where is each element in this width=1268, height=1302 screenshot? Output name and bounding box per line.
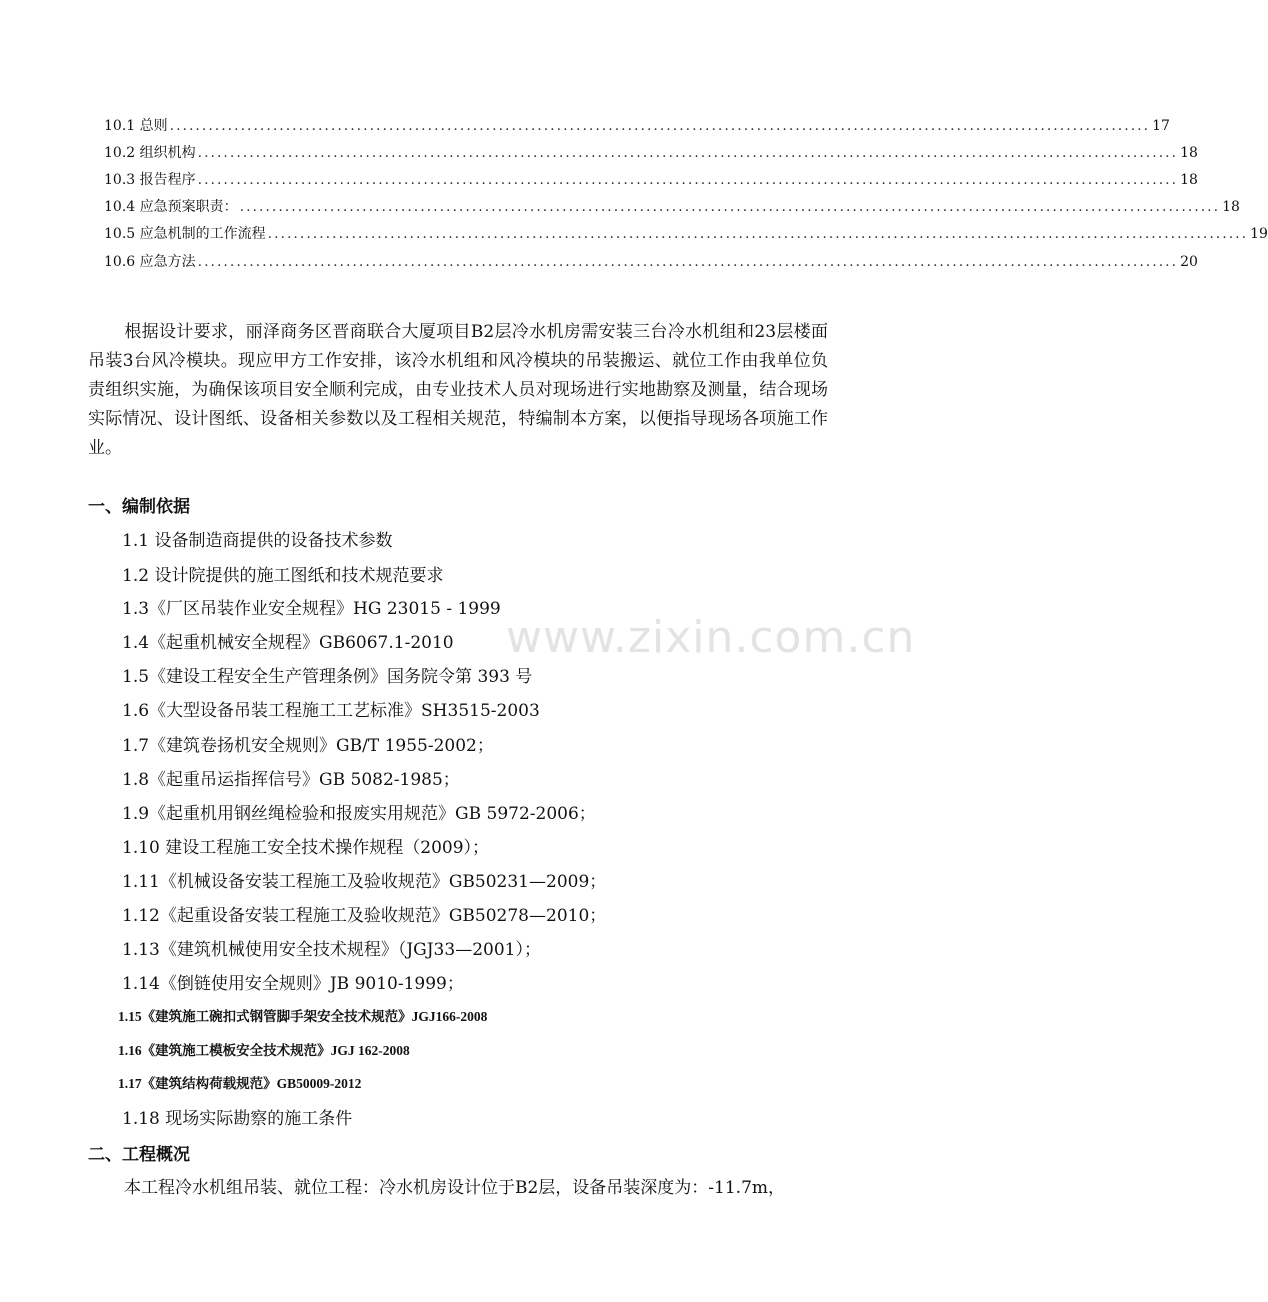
section-heading-basis: 一、编制依据 bbox=[88, 497, 190, 517]
reference-item: 1.15《建筑施工碗扣式钢管脚手架安全技术规范》JGJ166-2008 bbox=[118, 1009, 488, 1024]
reference-item: 1.9《起重机用钢丝绳检验和报废实用规范》GB 5972-2006； bbox=[122, 804, 596, 824]
intro-text: 根据设计要求，丽泽商务区晋商联合大厦项目B2层冷水机房需安装三台冷水机组和23层楼面吊装3台风冷模块。现应甲方工作安排，该冷水机组和风冷模块的吊装搬运、就位工作由我单位负责组织实施，为确保该项目安全顺利完成，由专业技术人员对现场进行实地勘察及测量，结合现场实际情况、设计图纸、设备相关参数以及工程相关规范，特编制本方案，以便指导现场各项施工作业。 bbox=[88, 322, 828, 458]
toc-entry-label: 10.2 组织机构 bbox=[104, 145, 196, 161]
overview-paragraph bbox=[88, 1173, 828, 1198]
toc-entry-page: 18 bbox=[1180, 145, 1198, 161]
toc-leader-dots: ........................................................................................................................................................ bbox=[197, 254, 1179, 270]
toc-entry-label: 10.4 应急预案职责： bbox=[104, 199, 238, 215]
toc-leader-dots: ........................................................................................................................................................ bbox=[197, 145, 1179, 161]
toc-entry-page: 20 bbox=[1180, 254, 1198, 270]
reference-item: 1.3《厂区吊装作业安全规程》HG 23015 - 1999 bbox=[122, 599, 501, 619]
toc-entry-label: 10.5 应急机制的工作流程 bbox=[104, 226, 266, 242]
reference-item: 1.10 建设工程施工安全技术操作规程（2009）； bbox=[122, 838, 490, 858]
reference-item: 1.2 设计院提供的施工图纸和技术规范要求 bbox=[122, 566, 444, 586]
toc-entry[interactable] bbox=[104, 116, 1170, 136]
toc-entry-page: 17 bbox=[1152, 118, 1170, 134]
reference-item: 1.18 现场实际勘察的施工条件 bbox=[122, 1109, 353, 1129]
reference-item: 1.17《建筑结构荷载规范》GB50009-2012 bbox=[118, 1076, 362, 1091]
reference-item: 1.5《建设工程安全生产管理条例》国务院令第 393 号 bbox=[122, 667, 533, 687]
toc-entry-label: 10.3 报告程序 bbox=[104, 172, 196, 188]
intro-paragraph bbox=[88, 318, 828, 463]
reference-item: 1.12《起重设备安装工程施工及验收规范》GB50278—2010； bbox=[122, 906, 607, 926]
toc-leader-dots: ........................................................................................................................................................ bbox=[239, 199, 1221, 215]
toc-entry[interactable] bbox=[104, 224, 1268, 244]
reference-item: 1.7《建筑卷扬机安全规则》GB/T 1955-2002； bbox=[122, 736, 494, 756]
reference-item: 1.8《起重吊运指挥信号》GB 5082-1985； bbox=[122, 770, 460, 790]
toc-entry[interactable] bbox=[104, 170, 1198, 190]
reference-item: 1.6《大型设备吊装工程施工工艺标准》SH3515-2003 bbox=[122, 701, 540, 721]
reference-item: 1.4《起重机械安全规程》GB6067.1-2010 bbox=[122, 633, 454, 653]
toc-leader-dots: ........................................................................................................................................................ bbox=[267, 226, 1249, 242]
reference-item: 1.14《倒链使用安全规则》JB 9010-1999； bbox=[122, 974, 464, 994]
watermark: www.zixin.com.cn bbox=[506, 612, 916, 663]
reference-item: 1.16《建筑施工模板安全技术规范》JGJ 162-2008 bbox=[118, 1043, 410, 1058]
toc-entry-label: 10.1 总则 bbox=[104, 118, 168, 134]
section-heading-overview: 二、工程概况 bbox=[88, 1145, 190, 1165]
toc-entry-page: 19 bbox=[1250, 226, 1268, 242]
toc-entry[interactable] bbox=[104, 252, 1198, 272]
reference-item: 1.1 设备制造商提供的设备技术参数 bbox=[122, 531, 393, 551]
toc-entry-page: 18 bbox=[1222, 199, 1240, 215]
reference-item: 1.11《机械设备安装工程施工及验收规范》GB50231—2009； bbox=[122, 872, 607, 892]
toc-entry[interactable] bbox=[104, 143, 1198, 163]
toc-leader-dots: ........................................................................................................................................................ bbox=[169, 118, 1151, 134]
overview-text: 本工程冷水机组吊装、就位工程：冷水机房设计位于B2层，设备吊装深度为：-11.7m， bbox=[124, 1178, 786, 1198]
toc-leader-dots: ........................................................................................................................................................ bbox=[197, 172, 1179, 188]
toc-entry-page: 18 bbox=[1180, 172, 1198, 188]
reference-item: 1.13《建筑机械使用安全技术规程》（JGJ33—2001）； bbox=[122, 940, 541, 960]
toc-entry-label: 10.6 应急方法 bbox=[104, 254, 196, 270]
toc-entry[interactable] bbox=[104, 197, 1240, 217]
